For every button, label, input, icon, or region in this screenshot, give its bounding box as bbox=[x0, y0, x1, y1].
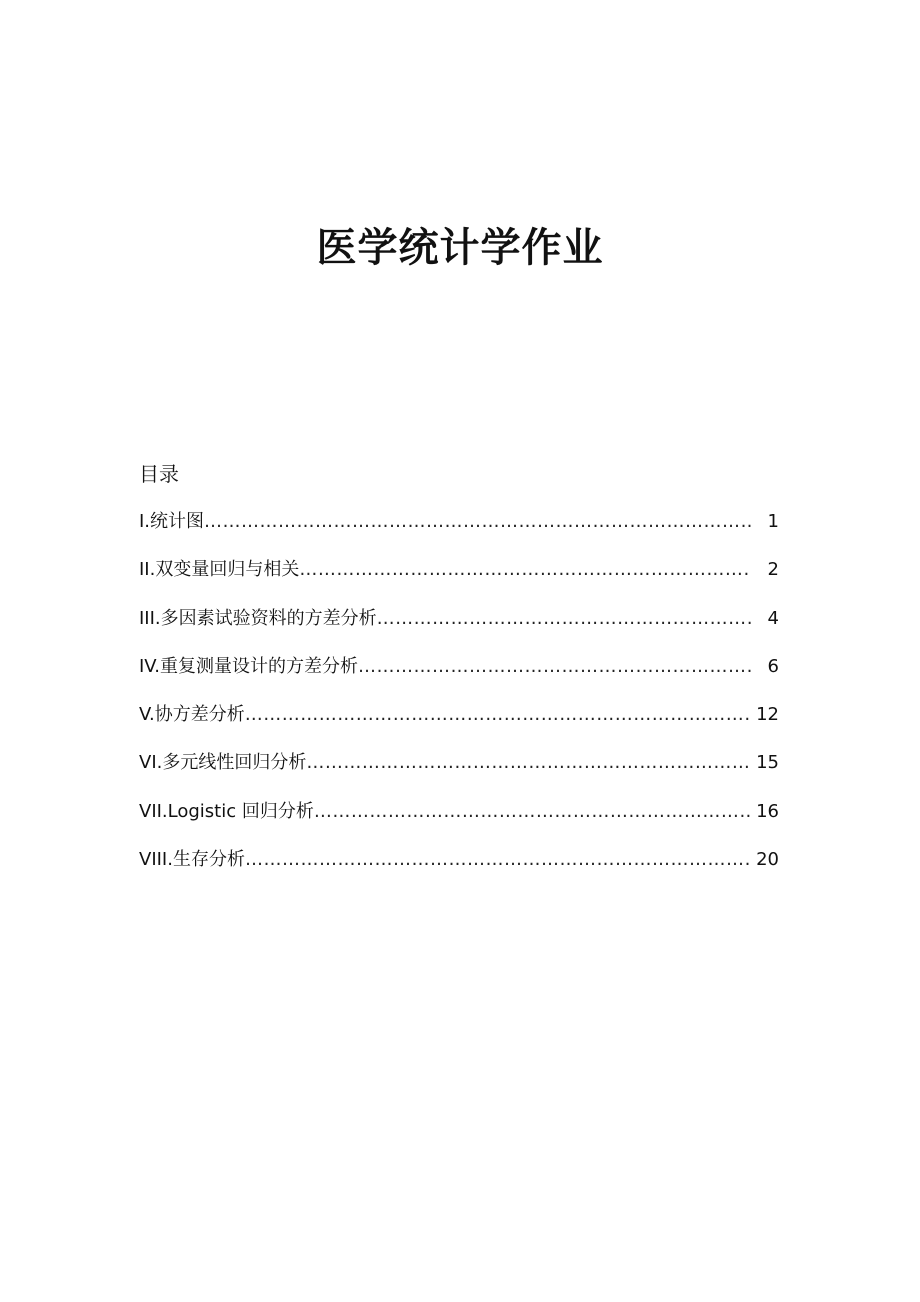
toc-dot-leader bbox=[358, 653, 751, 681]
toc-entry[interactable] bbox=[139, 846, 779, 894]
toc-entry-page-number: 2 bbox=[767, 559, 779, 581]
toc-entry[interactable] bbox=[139, 508, 779, 556]
toc-entry-page-number: 12 bbox=[756, 704, 779, 726]
toc-entry-label: III.多因素试验资料的方差分析 bbox=[139, 607, 377, 629]
toc-dot-leader bbox=[245, 846, 751, 874]
toc-dot-leader bbox=[245, 701, 751, 729]
toc-heading: 目录 bbox=[139, 462, 179, 486]
toc-entry-label: II.双变量回归与相关 bbox=[139, 559, 300, 581]
toc-dot-leader bbox=[299, 556, 751, 584]
toc-entry-label: V.协方差分析 bbox=[139, 704, 245, 726]
toc-entry-page-number: 20 bbox=[756, 849, 779, 871]
toc-dot-leader bbox=[377, 605, 751, 633]
toc-entry-label: I.统计图 bbox=[139, 511, 205, 532]
toc-dot-leader bbox=[314, 798, 751, 826]
toc-entry-page-number: 1 bbox=[767, 511, 779, 532]
toc-entry[interactable] bbox=[139, 749, 779, 797]
toc-entry[interactable] bbox=[139, 798, 779, 846]
toc-dot-leader bbox=[306, 749, 751, 777]
toc-entry-page-number: 16 bbox=[756, 800, 779, 822]
toc-entry-page-number: 6 bbox=[767, 655, 779, 677]
page-title: 医学统计学作业 bbox=[316, 225, 604, 271]
toc-entry[interactable] bbox=[139, 701, 779, 749]
toc-dot-leader bbox=[204, 508, 751, 536]
toc-entry-page-number: 4 bbox=[767, 607, 779, 629]
toc-entry-label: VI.多元线性回归分析 bbox=[139, 752, 307, 774]
toc-entry[interactable] bbox=[139, 605, 779, 653]
toc-entry[interactable] bbox=[139, 556, 779, 604]
toc-entry-page-number: 15 bbox=[756, 752, 779, 774]
toc-list bbox=[139, 508, 779, 894]
toc-entry-label: VIII.生存分析 bbox=[139, 849, 245, 871]
toc-entry-label: VII.Logistic 回归分析 bbox=[139, 800, 314, 822]
toc-entry-label: IV.重复测量设计的方差分析 bbox=[139, 655, 359, 677]
toc-entry[interactable] bbox=[139, 653, 779, 701]
